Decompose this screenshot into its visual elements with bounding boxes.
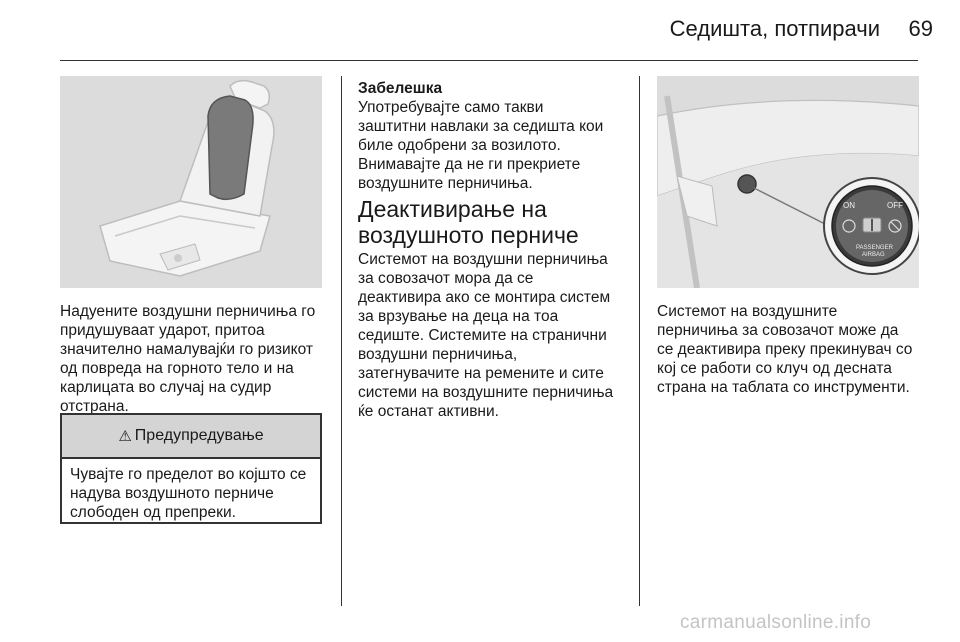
- header-rule: [60, 60, 918, 61]
- column-divider-left: [341, 76, 342, 606]
- watermark-link[interactable]: carmanualsonline.info: [680, 612, 872, 633]
- warning-box: [60, 413, 322, 524]
- seat-airbag-illustration: [60, 76, 322, 288]
- column-divider-right: [639, 76, 640, 606]
- airbag-label: AIRBAG: [862, 252, 885, 258]
- page-number: 69: [908, 16, 933, 41]
- switch-on-label: ON: [843, 201, 855, 210]
- warning-title: Предупредување: [134, 427, 264, 444]
- switch-off-label: OFF: [887, 201, 903, 210]
- switch-paragraph: Системот на воздушните перничиња за совозачот може да се деактивира преку прекинувач со кој се работи со клуч од десната страна на таблата со инструменти.: [657, 303, 913, 396]
- note-title: Забелешка: [358, 80, 443, 97]
- deactivation-paragraph: Системот на воздушни перничиња за совозачот мора да се деактивира ако се монтира систем за врзување на деца на тоа седиште. Системите на странични воздушни перничиња, затегнувачите на ремените и сите системи на воздушните перничиња ќе останат активни.: [358, 251, 614, 420]
- warning-header: [62, 415, 320, 459]
- passenger-label: PASSENGER: [856, 245, 893, 251]
- warning-triangle-icon: ⚠: [118, 428, 132, 445]
- page-title: Седишта, потпирачи: [669, 16, 880, 41]
- side-airbag-paragraph: Надуените воздушни перничиња го придушуваат ударот, притоа значително намалувајќи го ризикот од повреда на горното тело и на карлицата во случај на судир отстрана.: [60, 303, 316, 415]
- section-heading: Деактивирање на воздушното перниче: [358, 196, 579, 248]
- seat-drawing: [60, 76, 322, 288]
- airbag-switch-illustration: [657, 76, 919, 288]
- dashboard-drawing: [657, 76, 919, 288]
- note-block: Забелешка Употребувајте само такви заштитни навлаки за седишта кои биле одобрени за возилото. Внимавајте да не ги прекриете воздушните перничиња.: [358, 79, 633, 193]
- warning-body: Чувајте го пределот во којшто се надува воздушното перниче слободен од препреки.: [70, 466, 307, 521]
